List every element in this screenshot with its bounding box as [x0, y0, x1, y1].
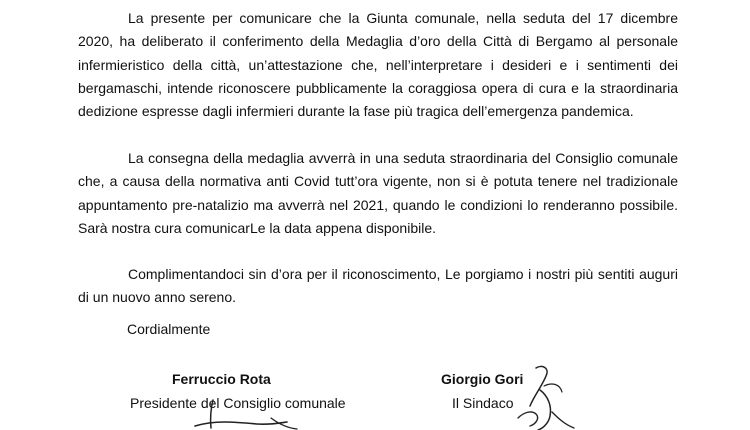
paragraph-wishes: Complimentandoci sin d’ora per il riconoscimento, Le porgiamo i nostri più sentiti auguri di un nuovo anno sereno.	[78, 266, 678, 306]
signatory-name-mayor: Giorgio Gori	[441, 371, 524, 387]
signature-mayor	[478, 362, 598, 430]
signatory-name-president: Ferruccio Rota	[172, 371, 271, 387]
closing-salutation: Cordialmente	[127, 321, 211, 337]
signatory-role-mayor: Il Sindaco	[452, 395, 514, 411]
paragraph-announcement: La presente per comunicare che la Giunta comunale, nella seduta del 17 dicembre 2020, ha deliberato il conferimento della Medaglia d’oro della Città di Bergamo al personale infermieristico della città, un’attestazione che, nell’interpretare i desideri e i sentimenti dei bergamaschi, intende riconoscere pubblicamente la coraggiosa opera di cura e la straordinaria dedizione espresse dagli infermieri durante la fase più tragica dell’emergenza pandemica.	[78, 10, 678, 120]
signature-president	[175, 378, 375, 430]
paragraph-ceremony: La consegna della medaglia avverrà in una seduta straordinaria del Consiglio comunale che, a causa della normativa anti Covid tutt’ora vigente, non si è potuta tenere nel tradizionale appuntamento pre-natalizio ma avverrà nel 2021, quando le condizioni lo renderanno possibile. Sarà nostra cura comunicarLe la data appena disponibile.	[78, 150, 678, 236]
signatory-role-president: Presidente del Consiglio comunale	[130, 395, 346, 411]
